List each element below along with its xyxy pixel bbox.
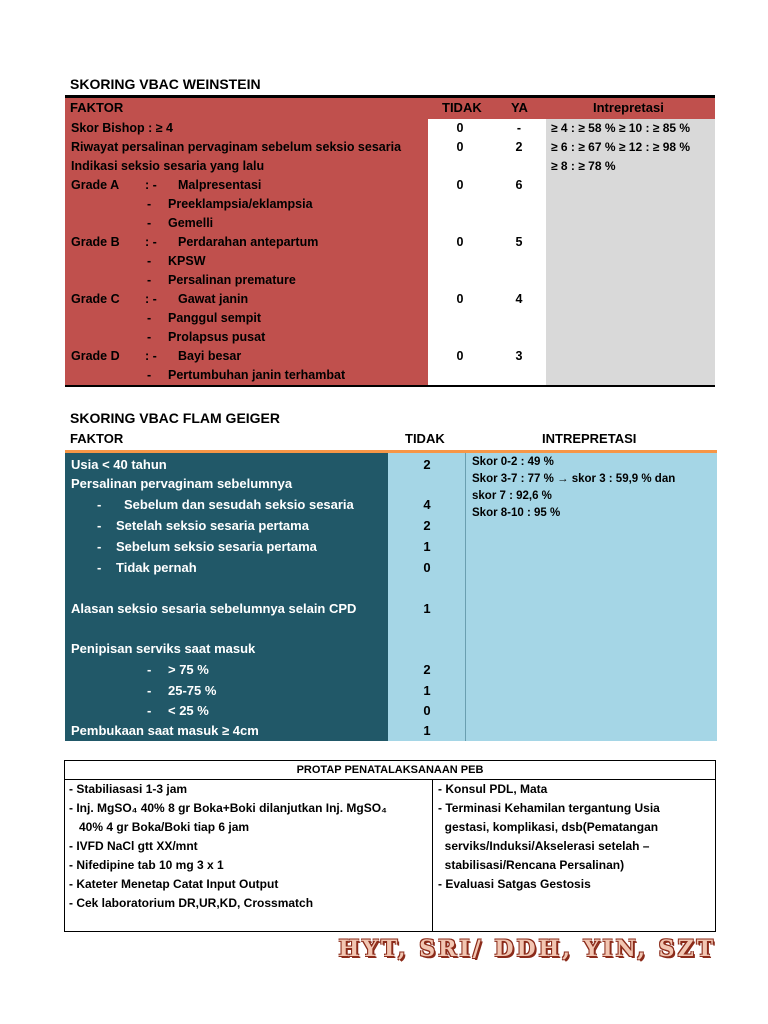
flamgeiger-row-label: Sebelum seksio sesaria pertama xyxy=(116,539,317,554)
author-signature: HYT, SRI/ DDH, YIN, SZT xyxy=(338,936,716,962)
weinstein-row-ya: - xyxy=(516,121,522,135)
flamgeiger-row-label: Sebelum dan sesudah seksio sesaria xyxy=(124,497,354,512)
flamgeiger-row-score: 2 xyxy=(423,662,431,677)
weinstein-dash: - xyxy=(147,216,152,230)
flamgeiger-row-label: Usia < 40 tahun xyxy=(71,457,167,472)
weinstein-grade-label: Grade A xyxy=(71,178,120,192)
weinstein-grade-sep: : - xyxy=(145,178,157,192)
flamgeiger-header-tidak: TIDAK xyxy=(405,431,445,446)
flamgeiger-row-label: Persalinan pervaginam sebelumnya xyxy=(71,476,293,491)
weinstein-row-ya: 4 xyxy=(515,292,523,306)
weinstein-row-label: Prolapsus pusat xyxy=(168,330,266,344)
weinstein-score-column xyxy=(428,119,546,386)
flamgeiger-row-score: 1 xyxy=(423,601,431,616)
weinstein-grade-label: Grade B xyxy=(71,235,120,249)
protap-title: PROTAP PENATALAKSANAAN PEB xyxy=(296,764,484,776)
weinstein-row-label: Indikasi seksio sesaria yang lalu xyxy=(71,159,265,173)
weinstein-row-tidak: 0 xyxy=(456,349,464,363)
weinstein-row-label: Preeklampsia/eklampsia xyxy=(168,197,313,211)
weinstein-row-label: Gemelli xyxy=(168,216,214,230)
weinstein-row-tidak: 0 xyxy=(456,178,464,192)
weinstein-row-label: Gawat janin xyxy=(178,292,249,306)
flamgeiger-row-score: 4 xyxy=(423,497,431,512)
weinstein-row-label: Persalinan premature xyxy=(168,273,296,287)
flamgeiger-header-faktor: FAKTOR xyxy=(70,431,124,446)
weinstein-row-ya: 5 xyxy=(515,235,523,249)
flamgeiger-row-score: 1 xyxy=(423,723,431,738)
weinstein-interpretation: ≥ 4 : ≥ 58 % ≥ 10 : ≥ 85 % xyxy=(551,121,691,135)
flamgeiger-row-score: 0 xyxy=(423,560,431,575)
flamgeiger-interpretation: Skor 0-2 : 49 % xyxy=(472,456,554,468)
weinstein-row-ya: 6 xyxy=(515,178,523,192)
weinstein-row-ya: 3 xyxy=(515,349,523,363)
flamgeiger-row-label: Alasan seksio sesaria sebelumnya selain CPD xyxy=(71,601,357,616)
protap-right-item: - Terminasi Kehamilan tergantung Usia xyxy=(438,801,660,815)
flamgeiger-dash: - xyxy=(97,560,102,575)
flamgeiger-interpretation: skor 7 : 92,6 % xyxy=(472,490,552,502)
flamgeiger-dash: - xyxy=(97,539,102,554)
flamgeiger-row-score: 2 xyxy=(423,518,431,533)
flamgeiger-row-score: 0 xyxy=(423,703,431,718)
weinstein-dash: - xyxy=(147,311,152,325)
weinstein-row-tidak: 0 xyxy=(456,121,464,135)
protap-right-item: - Konsul PDL, Mata xyxy=(438,782,548,796)
protap-column-divider xyxy=(432,779,433,932)
protap-left-item: - Inj. MgSO₄ 40% 8 gr Boka+Boki dilanjutkan Inj. MgSO₄ xyxy=(69,801,387,815)
weinstein-row-label: Bayi besar xyxy=(178,349,242,363)
weinstein-row-label: Riwayat persalinan pervaginam sebelum seksio sesaria xyxy=(71,140,402,154)
protap-right-item: stabilisasi/Rencana Persalinan) xyxy=(438,858,625,872)
weinstein-dash: - xyxy=(147,330,152,344)
weinstein-row-tidak: 0 xyxy=(456,292,464,306)
flamgeiger-row-score: 1 xyxy=(423,683,431,698)
weinstein-dash: - xyxy=(147,273,152,287)
weinstein-grade-sep: : - xyxy=(145,235,157,249)
flamgeiger-dash: - xyxy=(147,662,152,677)
weinstein-row-ya: 2 xyxy=(515,140,523,154)
weinstein-header-tidak: TIDAK xyxy=(442,100,482,115)
flamgeiger-row-score: 2 xyxy=(423,457,431,472)
weinstein-dash: - xyxy=(147,197,152,211)
weinstein-row-label: Perdarahan antepartum xyxy=(178,235,319,249)
weinstein-row-tidak: 0 xyxy=(456,235,464,249)
weinstein-title: SKORING VBAC WEINSTEIN xyxy=(70,76,261,92)
weinstein-row-label: Malpresentasi xyxy=(178,178,262,192)
flamgeiger-row-label: > 75 % xyxy=(168,662,209,677)
protap-left-item: 40% 4 gr Boka/Boki tiap 6 jam xyxy=(69,820,250,834)
protap-left-item: - Kateter Menetap Catat Input Output xyxy=(69,877,279,891)
weinstein-interpretation: ≥ 8 : ≥ 78 % xyxy=(551,159,616,173)
flamgeiger-dash: - xyxy=(147,703,152,718)
flamgeiger-row-label: Tidak pernah xyxy=(116,560,197,575)
flamgeiger-dash: - xyxy=(97,518,102,533)
weinstein-bottom-rule xyxy=(65,385,715,387)
flamgeiger-row-label: 25-75 % xyxy=(168,683,217,698)
weinstein-grade-label: Grade D xyxy=(71,349,120,363)
weinstein-row-label: Panggul sempit xyxy=(168,311,262,325)
flamgeiger-title: SKORING VBAC FLAM GEIGER xyxy=(70,410,281,426)
weinstein-row-label: Skor Bishop : ≥ 4 xyxy=(71,121,174,135)
protap-right-item: - Evaluasi Satgas Gestosis xyxy=(438,877,591,891)
flamgeiger-row-label: Penipisan serviks saat masuk xyxy=(71,641,256,656)
flamgeiger-row-label: Pembukaan saat masuk ≥ 4cm xyxy=(71,723,259,738)
protap-right-item: serviks/Induksi/Akselerasi setelah – xyxy=(438,839,650,853)
weinstein-grade-label: Grade C xyxy=(71,292,120,306)
protap-left-item: - IVFD NaCl gtt XX/mnt xyxy=(69,839,198,853)
flamgeiger-interpretation: Skor 8-10 : 95 % xyxy=(472,507,561,519)
protap-left-item: - Stabiliasasi 1-3 jam xyxy=(69,782,188,796)
weinstein-row-label: Pertumbuhan janin terhambat xyxy=(168,368,346,382)
flamgeiger-row-label: Setelah seksio sesaria pertama xyxy=(116,518,309,533)
protap-left-item: - Nifedipine tab 10 mg 3 x 1 xyxy=(69,858,224,872)
weinstein-row-label: KPSW xyxy=(168,254,206,268)
weinstein-row-tidak: 0 xyxy=(456,140,464,154)
weinstein-grade-sep: : - xyxy=(145,349,157,363)
protap-header-rule xyxy=(64,779,716,780)
flamgeiger-row-score: 1 xyxy=(423,539,431,554)
weinstein-dash: - xyxy=(147,368,152,382)
weinstein-grade-sep: : - xyxy=(145,292,157,306)
flamgeiger-row-label: < 25 % xyxy=(168,703,209,718)
flamgeiger-interpretation: Skor 3-7 : 77 % → skor 3 : 59,9 % dan xyxy=(472,473,676,485)
weinstein-header-interpretasi: Intrepretasi xyxy=(593,100,664,115)
weinstein-header-faktor: FAKTOR xyxy=(70,100,124,115)
weinstein-interpretation: ≥ 6 : ≥ 67 % ≥ 12 : ≥ 98 % xyxy=(551,140,691,154)
flamgeiger-dash: - xyxy=(147,683,152,698)
protap-right-item: gestasi, komplikasi, dsb(Pematangan xyxy=(438,820,659,834)
protap-left-item: - Cek laboratorium DR,UR,KD, Crossmatch xyxy=(69,896,314,910)
flamgeiger-dash: - xyxy=(97,497,102,512)
weinstein-dash: - xyxy=(147,254,152,268)
weinstein-header-ya: YA xyxy=(511,100,528,115)
flamgeiger-header-interpretasi: INTREPRETASI xyxy=(542,431,637,446)
